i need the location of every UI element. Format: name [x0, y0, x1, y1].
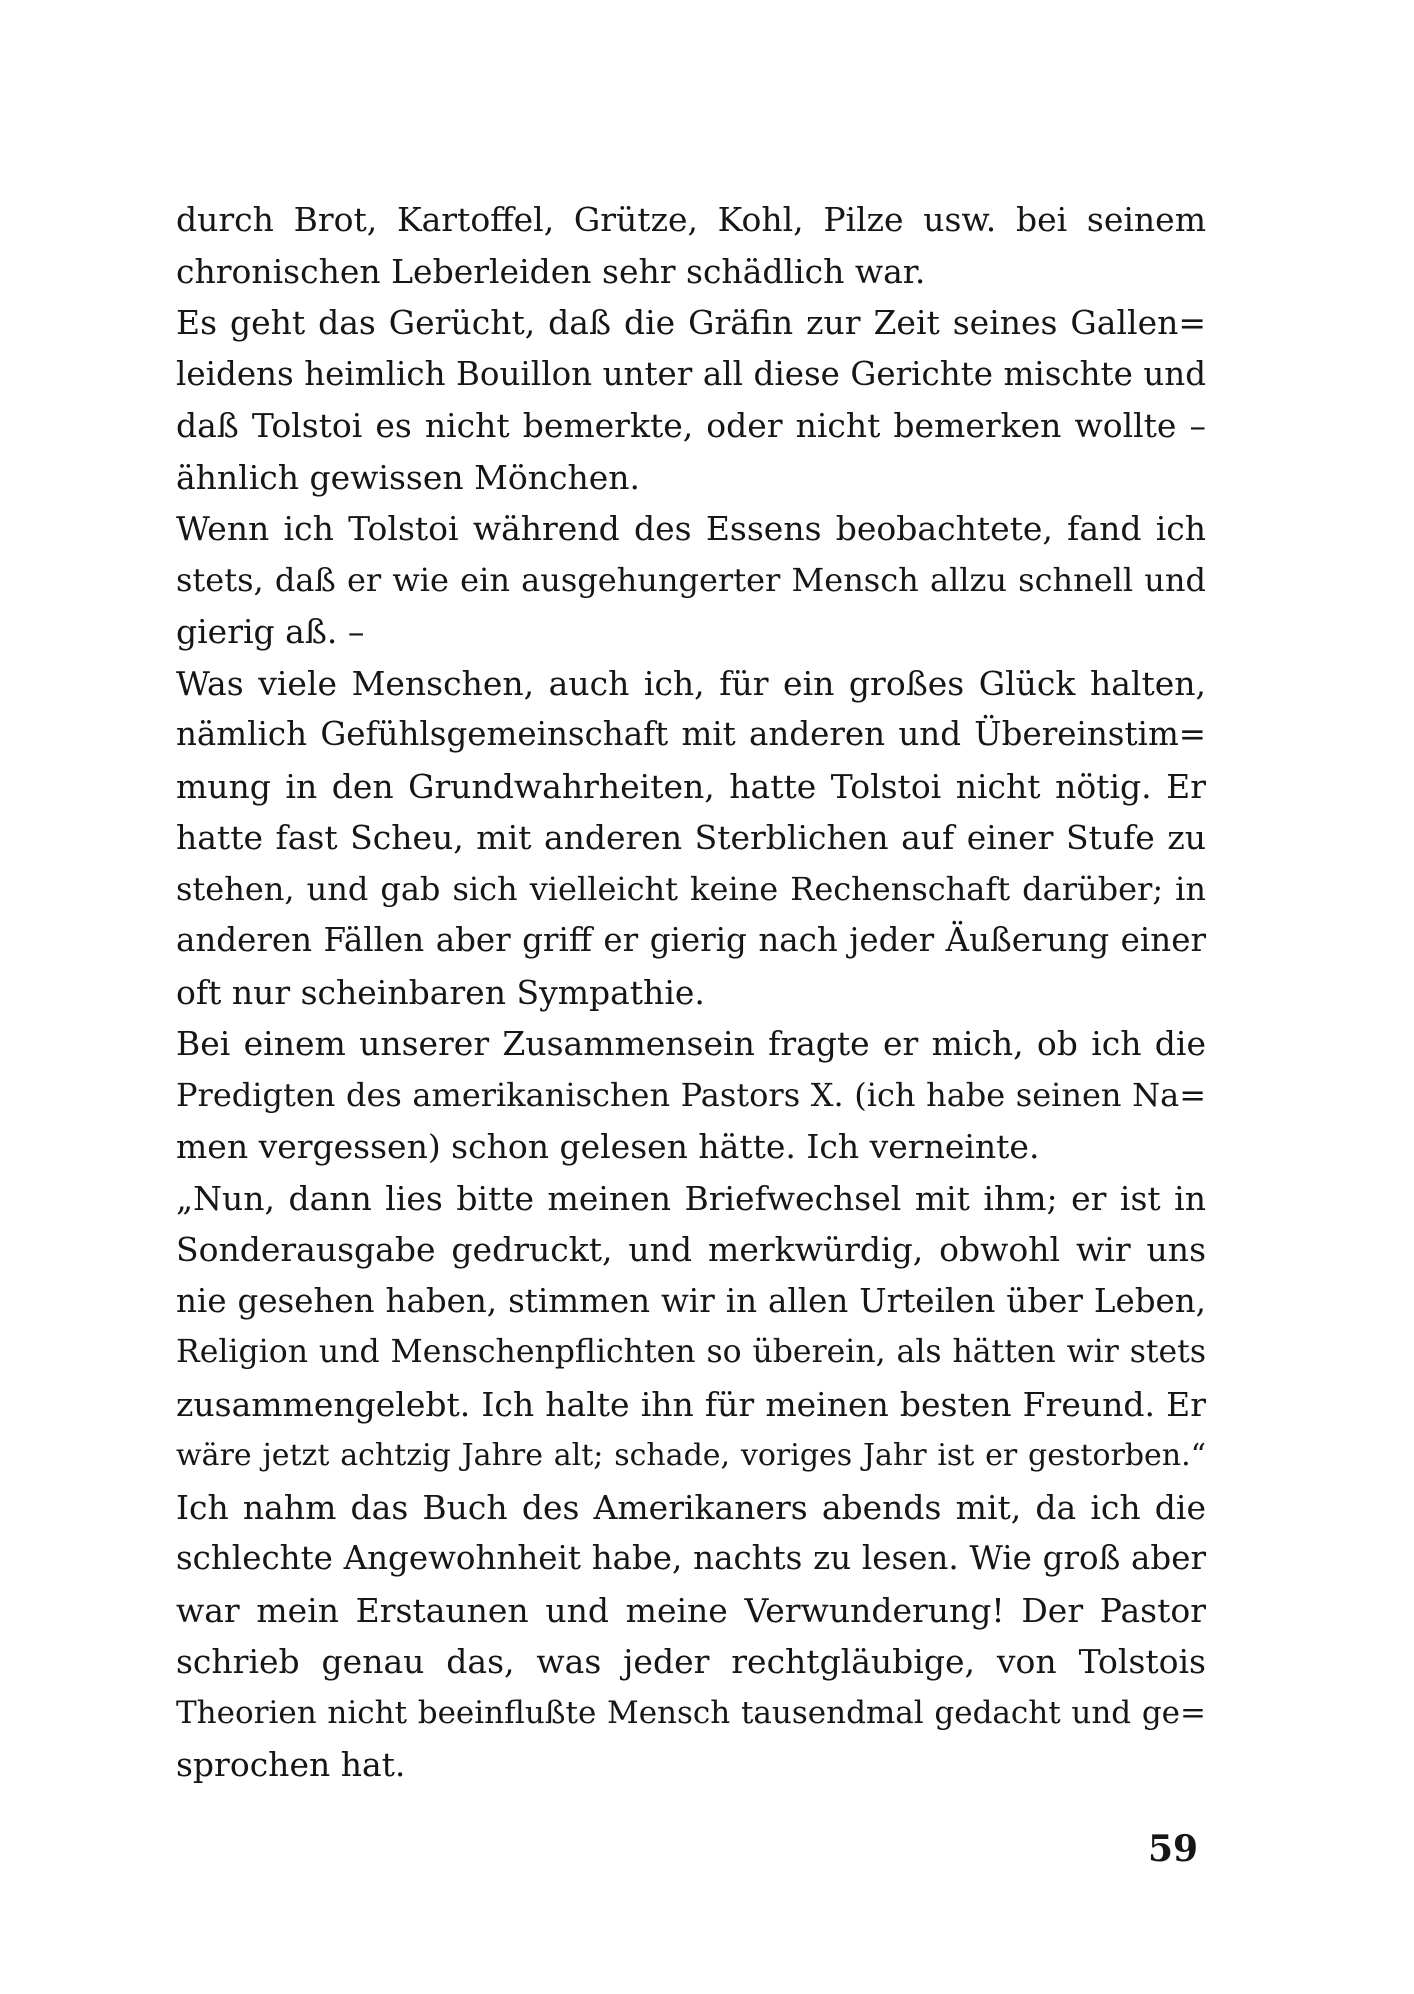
text-line: men vergessen) schon gelesen hätte. Ich verneinte.: [176, 1127, 1040, 1166]
text-line: daß Tolstoi es nicht bemerkte, oder nicht bemerken wollte –: [176, 406, 1206, 445]
text-line: stets, daß er wie ein ausgehungerter Mensch allzu schnell und: [176, 560, 1206, 599]
text-line: wäre jetzt achtzig Jahre alt; schade, voriges Jahr ist er gestorben.“: [176, 1438, 1206, 1473]
text-line: zusammengelebt. Ich halte ihn für meinen besten Freund. Er: [176, 1384, 1206, 1424]
text-line: Es geht das Gerücht, daß die Gräfin zur Zeit seines Gallen=: [176, 303, 1206, 342]
text-line: mung in den Grundwahrheiten, hatte Tolstoi nicht nötig. Er: [176, 766, 1206, 806]
text-line: Wenn ich Tolstoi während des Essens beobachtete, fand ich: [176, 509, 1206, 548]
text-line: stehen, und gab sich vielleicht keine Rechenschaft darüber; in: [176, 869, 1206, 908]
text-line: war mein Erstaunen und meine Verwunderung! Der Pastor: [176, 1590, 1206, 1630]
text-line: schlechte Angewohnheit habe, nachts zu lesen. Wie groß aber: [176, 1539, 1206, 1577]
text-line: gierig aß. –: [176, 612, 365, 651]
text-line: chronischen Leberleiden sehr schädlich war.: [176, 251, 926, 291]
text-line: Predigten des amerikanischen Pastors X. (ich habe seinen Na=: [176, 1075, 1206, 1114]
text-line: „Nun, dann lies bitte meinen Briefwechsel mit ihm; er ist in: [176, 1178, 1206, 1218]
text-line: durch Brot, Kartoffel, Grütze, Kohl, Pilze usw. bei seinem: [176, 200, 1206, 239]
text-line: Was viele Menschen, auch ich, für ein großes Glück halten,: [176, 663, 1206, 703]
text-line: hatte fast Scheu, mit anderen Sterblichen auf einer Stufe zu: [176, 818, 1206, 857]
text-line: nämlich Gefühlsgemeinschaft mit anderen und Übereinstim=: [176, 715, 1206, 753]
paragraph: [176, 503, 1206, 658]
paragraph: [176, 1173, 1206, 1482]
text-line: Bei einem unserer Zusammensein fragte er mich, ob ich die: [176, 1024, 1206, 1063]
text-line: nie gesehen haben, stimmen wir in allen Urteilen über Leben,: [176, 1281, 1206, 1320]
paragraph: [176, 194, 1206, 297]
text-line: ähnlich gewissen Mönchen.: [176, 457, 641, 497]
text-line: Sonderausgabe gedruckt, und merkwürdig, obwohl wir uns: [176, 1230, 1206, 1269]
text-line: Ich nahm das Buch des Amerikaners abends mit, da ich die: [176, 1487, 1206, 1527]
paragraph: [176, 658, 1206, 1019]
text-line: Religion und Menschenpflichten so überein, als hätten wir stets: [176, 1334, 1206, 1370]
paragraph: [176, 1018, 1206, 1173]
text-line: anderen Fällen aber griff er gierig nach jeder Äußerung einer: [176, 921, 1206, 959]
paragraph: [176, 297, 1206, 503]
text-line: oft nur scheinbaren Sympathie.: [176, 972, 705, 1012]
text-line: sprochen hat.: [176, 1745, 406, 1784]
page-number: 59: [1148, 1828, 1199, 1870]
text-line: leidens heimlich Bouillon unter all diese Gerichte mischte und: [176, 354, 1206, 393]
body-text: [176, 194, 1206, 1791]
text-line: Theorien nicht beeinflußte Mensch tausendmal gedacht und ge=: [176, 1694, 1206, 1731]
text-line: schrieb genau das, was jeder rechtgläubige, von Tolstois: [176, 1642, 1206, 1681]
paragraph: [176, 1482, 1206, 1791]
